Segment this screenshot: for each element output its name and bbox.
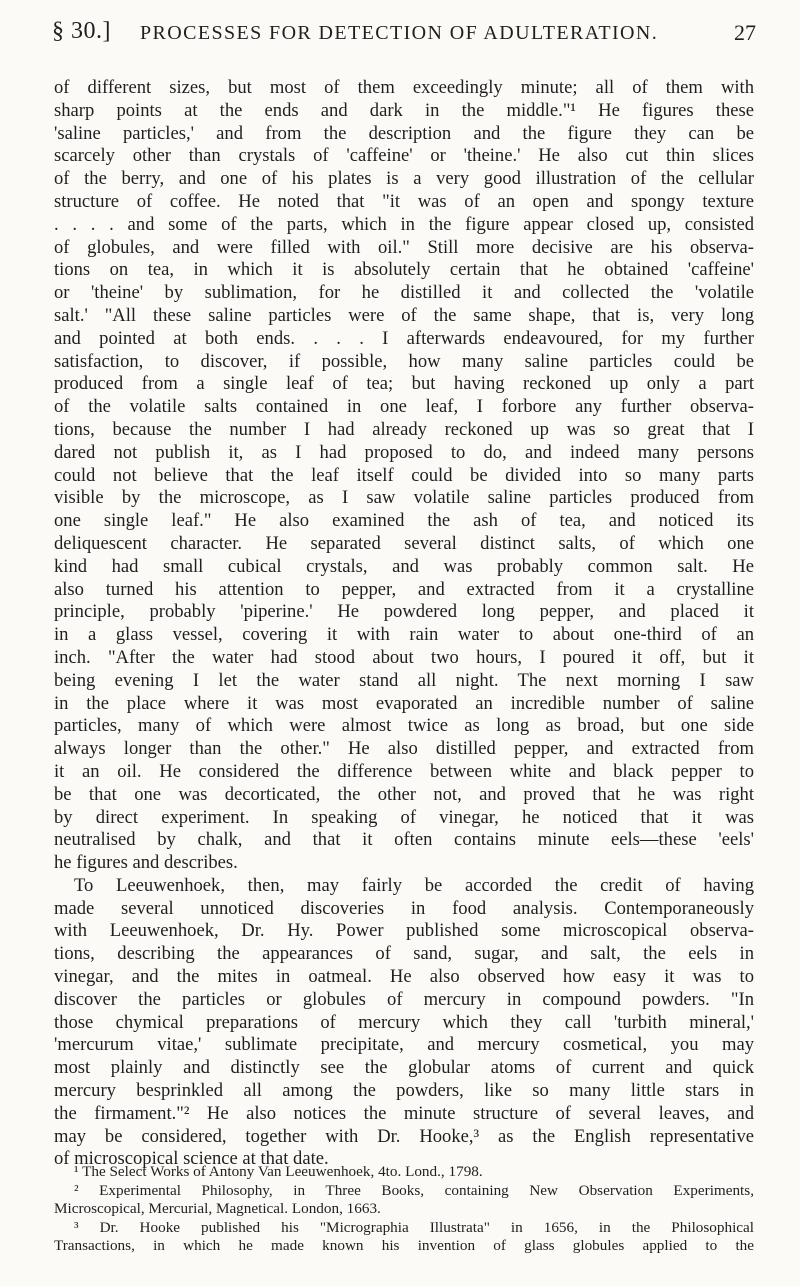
text-line: could not believe that the leaf itself could be divided into so many parts [54, 464, 754, 486]
text-line: dared not publish it, as I had proposed to do, and indeed many persons [54, 441, 754, 463]
text-line: neutralised by chalk, and that it often contains minute eels—these 'eels' [54, 829, 754, 851]
running-head [52, 14, 756, 54]
text-line: produced from a single leaf of tea; but having reckoned up only a part [54, 373, 754, 395]
text-line: 'saline particles,' and from the description and the figure they can be [54, 122, 754, 144]
text-line: with Leeuwenhoek, Dr. Hy. Power published some microscopical observa- [54, 920, 754, 942]
text-line: vinegar, and the mites in oatmeal. He also observed how easy it was to [54, 966, 754, 988]
text-line: and pointed at both ends. . . . I afterwards endeavoured, for my further [54, 327, 754, 349]
text-line: most plainly and distinctly see the globular atoms of current and quick [54, 1057, 754, 1079]
text-line: in a glass vessel, covering it with rain water to about one-third of an [54, 624, 754, 646]
chapter-title: PROCESSES FOR DETECTION OF ADULTERATION. [140, 22, 659, 44]
text-line: of microscopical science at that date. [54, 1148, 329, 1170]
section-marker: § 30.] [52, 18, 111, 44]
text-line: kind had small cubical crystals, and was probably common salt. He [54, 555, 754, 577]
text-line: tions, describing the appearances of sand, sugar, and salt, the eels in [54, 943, 754, 965]
text-line: salt.' "All these saline particles were of the same shape, that is, very long [54, 304, 754, 326]
text-line: of the volatile salts contained in one leaf, I forbore any further observa- [54, 396, 754, 418]
footnote-line: ³ Dr. Hooke published his "Micrographia Illustrata" in 1656, in the Philosophical [74, 1218, 754, 1236]
text-line: by direct experiment. In speaking of vinegar, he noticed that it was [54, 806, 754, 828]
text-line: of the berry, and one of his plates is a very good illustration of the cellular [54, 168, 754, 190]
text-line: mercury besprinkled all among the powders, like so many little stars in [54, 1080, 754, 1102]
text-line: scarcely other than crystals of 'caffeine' or 'theine.' He also cut thin slices [54, 145, 754, 167]
footnote-line: Transactions, in which he made known his invention of glass globules applied to the [54, 1237, 754, 1255]
text-line: principle, probably 'piperine.' He powdered long pepper, and placed it [54, 601, 754, 623]
text-line: tions, because the number I had already reckoned up was so great that I [54, 418, 754, 440]
text-line: may be considered, together with Dr. Hooke,³ as the English representative [54, 1125, 754, 1147]
text-line: deliquescent character. He separated several distinct salts, of which one [54, 532, 754, 554]
text-line: discover the particles or globules of mercury in compound powders. "In [54, 988, 754, 1010]
footnote-line: ¹ The Select Works of Antony Van Leeuwenhoek, 4to. Lond., 1798. [74, 1163, 483, 1180]
text-line: particles, many of which were almost twice as long as broad, but one side [54, 715, 754, 737]
text-line: it an oil. He considered the difference between white and black pepper to [54, 760, 754, 782]
text-line: those chymical preparations of mercury which they call 'turbith mineral,' [54, 1011, 754, 1033]
text-line: always longer than the other." He also distilled pepper, and extracted from [54, 738, 754, 760]
footnote-line: Microscopical, Mercurial, Magnetical. London, 1663. [54, 1200, 381, 1218]
footnotes [54, 1163, 754, 1256]
text-line: inch. "After the water had stood about two hours, I poured it off, but it [54, 646, 754, 668]
text-line: one single leaf." He also examined the ash of tea, and noticed its [54, 510, 754, 532]
text-line: tions on tea, in which it is absolutely certain that he obtained 'caffeine' [54, 259, 754, 281]
text-line: or 'theine' by sublimation, for he distilled it and collected the 'volatile [54, 282, 754, 304]
text-line: be that one was decorticated, the other not, and proved that he was right [54, 783, 754, 805]
text-line: made several unnoticed discoveries in food analysis. Contemporaneously [54, 897, 754, 919]
text-line: the firmament."² He also notices the minute structure of several leaves, and [54, 1102, 754, 1124]
text-line: of different sizes, but most of them exceedingly minute; all of them with [54, 77, 754, 98]
text-line: he figures and describes. [54, 852, 238, 874]
page-number: 27 [734, 20, 756, 45]
text-line: 'mercurum vitae,' sublimate precipitate, and mercury cosmetical, you may [54, 1034, 754, 1056]
text-line: sharp points at the ends and dark in the middle."¹ He figures these [54, 99, 754, 121]
text-line: being evening I let the water stand all night. The next morning I saw [54, 669, 754, 691]
text-line: structure of coffee. He noted that "it was of an open and spongy texture [54, 190, 754, 212]
text-line: of globules, and were filled with oil." Still more decisive are his observa- [54, 236, 754, 258]
footnote-line: ² Experimental Philosophy, in Three Books, containing New Observation Experiments, [74, 1181, 754, 1199]
text-line: also turned his attention to pepper, and extracted from it a crystalline [54, 578, 754, 600]
text-line: visible by the microscope, as I saw volatile saline particles produced from [54, 487, 754, 509]
body-text [54, 77, 754, 1171]
text-line: . . . . and some of the parts, which in the figure appear closed up, consisted [54, 213, 754, 235]
text-line: satisfaction, to discover, if possible, how many saline particles could be [54, 350, 754, 372]
text-line: in the place where it was most evaporated an incredible number of saline [54, 692, 754, 714]
text-line: To Leeuwenhoek, then, may fairly be accorded the credit of having [74, 874, 754, 896]
